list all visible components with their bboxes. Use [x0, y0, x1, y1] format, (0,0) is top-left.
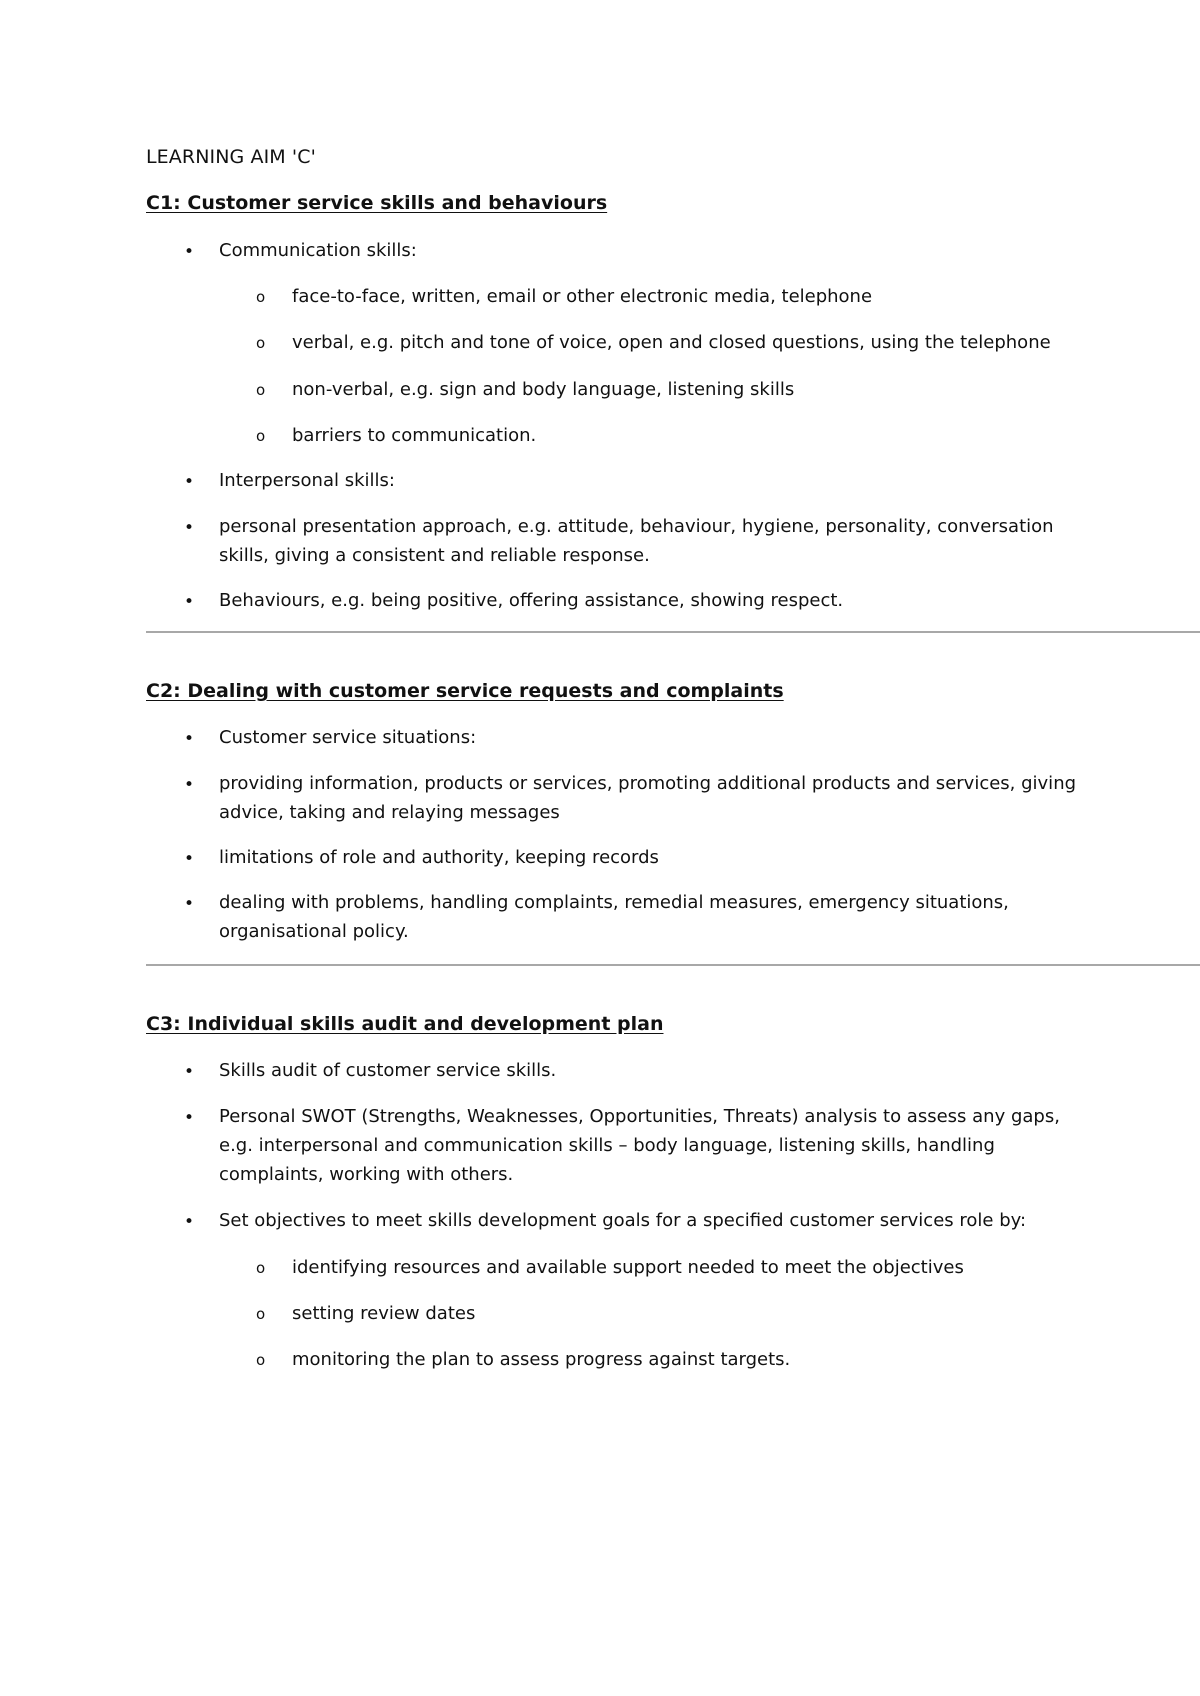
sub-bullet-icon: o — [256, 381, 266, 399]
section-divider — [146, 631, 1200, 633]
list-item: personal presentation approach, e.g. attitude, behaviour, hygiene, personality, conversation skills, giving a consistent and reliable response. — [219, 516, 1054, 566]
sub-list-item: barriers to communication. — [292, 425, 537, 446]
sub-list-item: verbal, e.g. pitch and tone of voice, open and closed questions, using the telephone — [292, 332, 1051, 353]
list-item: dealing with problems, handling complaints, remedial measures, emergency situations, organisational policy. — [219, 892, 1009, 942]
list-item: Personal SWOT (Strengths, Weaknesses, Opportunities, Threats) analysis to assess any gaps, e.g. interpersonal and communication skills – body language, listening skills, handling complaints, working with others. — [219, 1106, 1060, 1185]
list-item: Set objectives to meet skills development goals for a specified customer services role by: — [219, 1210, 1027, 1231]
bullet-icon: • — [184, 1062, 195, 1082]
section-heading-c1: C1: Customer service skills and behaviours — [146, 192, 608, 214]
list-item: limitations of role and authority, keeping records — [219, 847, 659, 868]
sub-list-item: setting review dates — [292, 1303, 476, 1324]
sub-bullet-icon: o — [256, 1305, 266, 1323]
bullet-icon: • — [184, 729, 195, 749]
section-divider — [146, 964, 1200, 966]
bullet-icon: • — [184, 894, 195, 914]
bullet-icon: • — [184, 472, 195, 492]
sub-list-item: face-to-face, written, email or other electronic media, telephone — [292, 286, 873, 307]
bullet-icon: • — [184, 592, 195, 612]
bullet-icon: • — [184, 1108, 195, 1128]
bullet-icon: • — [184, 775, 195, 795]
list-item: providing information, products or services, promoting additional products and services, giving advice, taking and relaying messages — [219, 773, 1077, 823]
bullet-icon: • — [184, 1212, 195, 1232]
bullet-icon: • — [184, 518, 195, 538]
bullet-icon: • — [184, 242, 195, 262]
section-heading-c3: C3: Individual skills audit and development plan — [146, 1013, 664, 1035]
sub-list-item: monitoring the plan to assess progress against targets. — [292, 1349, 791, 1370]
document-title: LEARNING AIM 'C' — [146, 146, 316, 168]
list-item: Interpersonal skills: — [219, 470, 395, 491]
sub-list-item: identifying resources and available support needed to meet the objectives — [292, 1257, 964, 1278]
sub-bullet-icon: o — [256, 1259, 266, 1277]
list-item: Behaviours, e.g. being positive, offering assistance, showing respect. — [219, 590, 844, 611]
sub-list-item: non-verbal, e.g. sign and body language, listening skills — [292, 379, 795, 400]
list-item: Customer service situations: — [219, 727, 477, 748]
bullet-icon: • — [184, 849, 195, 869]
sub-bullet-icon: o — [256, 334, 266, 352]
sub-bullet-icon: o — [256, 427, 266, 445]
sub-bullet-icon: o — [256, 288, 266, 306]
section-heading-c2: C2: Dealing with customer service requests and complaints — [146, 680, 784, 702]
sub-bullet-icon: o — [256, 1351, 266, 1369]
list-item: Skills audit of customer service skills. — [219, 1060, 557, 1081]
list-item: Communication skills: — [219, 240, 417, 261]
